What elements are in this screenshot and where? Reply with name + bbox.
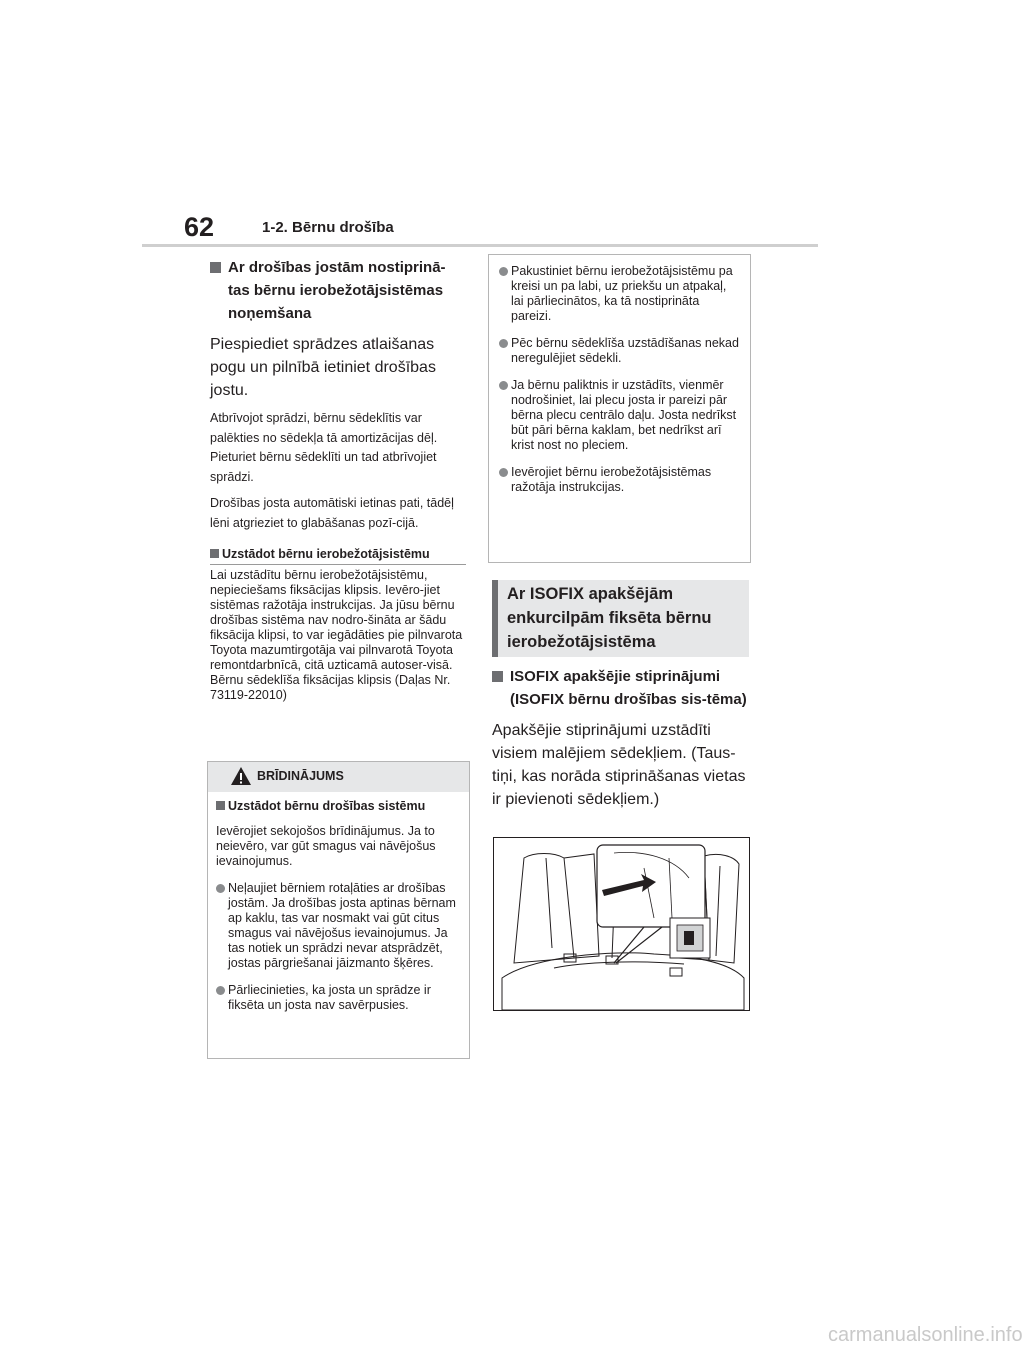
banner-accent-bar xyxy=(492,580,498,657)
warning-box xyxy=(207,761,470,1059)
info-bullet-text: Ievērojiet bērnu ierobežotājsistēmas ražotāja instrukcijas. xyxy=(511,465,712,494)
warning-bullet-text: Pārliecinieties, ka josta un sprādze ir fiksēta un josta nav savērpusies. xyxy=(228,983,431,1012)
section-title: 1-2. Bērnu drošība xyxy=(262,219,394,236)
square-bullet-icon xyxy=(210,549,219,558)
circle-bullet-icon xyxy=(216,986,225,995)
warning-bullet-text: Neļaujiet bērniem rotaļāties ar drošības jostām. Ja drošības josta aptinas bērnam ap kaklu, tas var nosmakt vai gūt citus smagus vai nāvējošus ievainojumus. Ja tas notiek un sprādzi nevar atsprādzēt, jostas pārgriešanai jāizmanto šķēres. xyxy=(228,881,456,970)
locking-clip-paragraph: Lai uzstādītu bērnu ierobežotājsistēmu, nepieciešams fiksācijas klipsis. Ievēro-jiet sistēmas ražotāja instrukcijas. Ja jūsu bērnu drošības sistēma nav nodro-šināta ar šādu fiksācija klipsi, to var iegādāties pie pilnvarota Toyota mazumtirgotāja vai pilnvarotā Toyota remontdarbnīcā, citā uzticamā autoser-visā. Bērnu sēdeklīša fiksācijas klipsis (Daļas Nr. 73119-22010) xyxy=(210,568,463,702)
isofix-paragraph: Apakšējie stiprinājumi uzstādīti visiem malējiem sēdekļiem. (Taus-tiņi, kas norāda stiprināšanas vietas ir pievienoti sēdekļiem.) xyxy=(492,722,746,808)
info-bullet xyxy=(499,264,742,324)
warning-title: BRĪDINĀJUMS xyxy=(257,769,344,783)
removal-heading xyxy=(210,256,466,325)
square-bullet-icon xyxy=(492,671,503,682)
removal-heading-text: Ar drošības jostām nostiprinā-tas bērnu ierobežotājsistēmas noņemšana xyxy=(228,259,446,322)
info-body xyxy=(489,255,750,495)
info-box xyxy=(488,254,751,563)
info-bullet-text: Pēc bērnu sēdeklīša uzstādīšanas nekad neregulējiet sēdekli. xyxy=(511,336,739,365)
installing-subheading-text: Uzstādot bērnu ierobežotājsistēmu xyxy=(222,547,430,561)
circle-bullet-icon xyxy=(499,267,508,276)
installing-subheading xyxy=(210,545,466,565)
warning-heading xyxy=(216,797,461,816)
warning-body xyxy=(208,792,469,1013)
rear-seat-drawing xyxy=(494,838,749,1010)
info-bullet-text: Pakustiniet bērnu ierobežotājsistēmu pa kreisi un pa labi, uz priekšu un atpakaļ, lai pārliecinātos, ka tā nostiprināta pareizi. xyxy=(511,264,733,323)
warning-bullet xyxy=(216,881,461,971)
isofix-section xyxy=(492,665,750,811)
footer-watermark: carmanualsonline.info xyxy=(828,1324,1023,1346)
page-number: 62 xyxy=(184,212,215,242)
circle-bullet-icon xyxy=(216,884,225,893)
info-bullet xyxy=(499,378,742,453)
removal-instruction: Piespiediet sprādzes atlaišanas pogu un pilnībā ietiniet drošības jostu. xyxy=(210,336,436,399)
circle-bullet-icon xyxy=(499,381,508,390)
isofix-heading xyxy=(492,665,750,711)
removal-note-1: Atbrīvojot sprādzi, bērnu sēdeklītis var palēkties no sēdekļa tā amortizācijas dēļ. Pieturiet bērnu sēdeklīti un tad atbrīvojiet sprādzi. xyxy=(210,411,438,484)
removal-note-2: Drošības josta automātiski ietinas pati, tādēļ lēni atgrieziet to glabāšanas pozī-cijā. xyxy=(210,496,454,530)
warning-heading-text: Uzstādot bērnu drošības sistēmu xyxy=(228,799,426,813)
circle-bullet-icon xyxy=(499,468,508,477)
info-bullet xyxy=(499,465,742,495)
left-column xyxy=(210,256,466,703)
warning-bullet xyxy=(216,983,461,1013)
warning-intro: Ievērojiet sekojošos brīdinājumus. Ja to neievēro, var gūt smagus vai nāvējošus ievainojumus. xyxy=(216,824,436,868)
square-bullet-icon xyxy=(210,262,221,273)
banner-title: Ar ISOFIX apakšējām enkurcilpām fiksēta bērnu ierobežotājsistēma xyxy=(507,585,712,651)
isofix-heading-text: ISOFIX apakšējie stiprinājumi (ISOFIX bērnu drošības sis-tēma) xyxy=(510,668,747,708)
square-bullet-icon xyxy=(216,801,225,810)
circle-bullet-icon xyxy=(499,339,508,348)
warning-header xyxy=(208,762,469,792)
info-bullet-text: Ja bērnu paliktnis ir uzstādīts, vienmēr nodrošiniet, lai plecu josta ir pareizi pār bērna plecu centrālo daļu. Josta nedrīkst būt pāri bērna kaklam, bet nedrīkst arī krist nost no pleciem. xyxy=(511,378,737,452)
info-bullet xyxy=(499,336,742,366)
section-banner xyxy=(492,580,749,657)
warning-triangle-icon xyxy=(230,766,252,786)
header-divider xyxy=(142,244,818,247)
rear-seat-illustration xyxy=(493,837,750,1011)
